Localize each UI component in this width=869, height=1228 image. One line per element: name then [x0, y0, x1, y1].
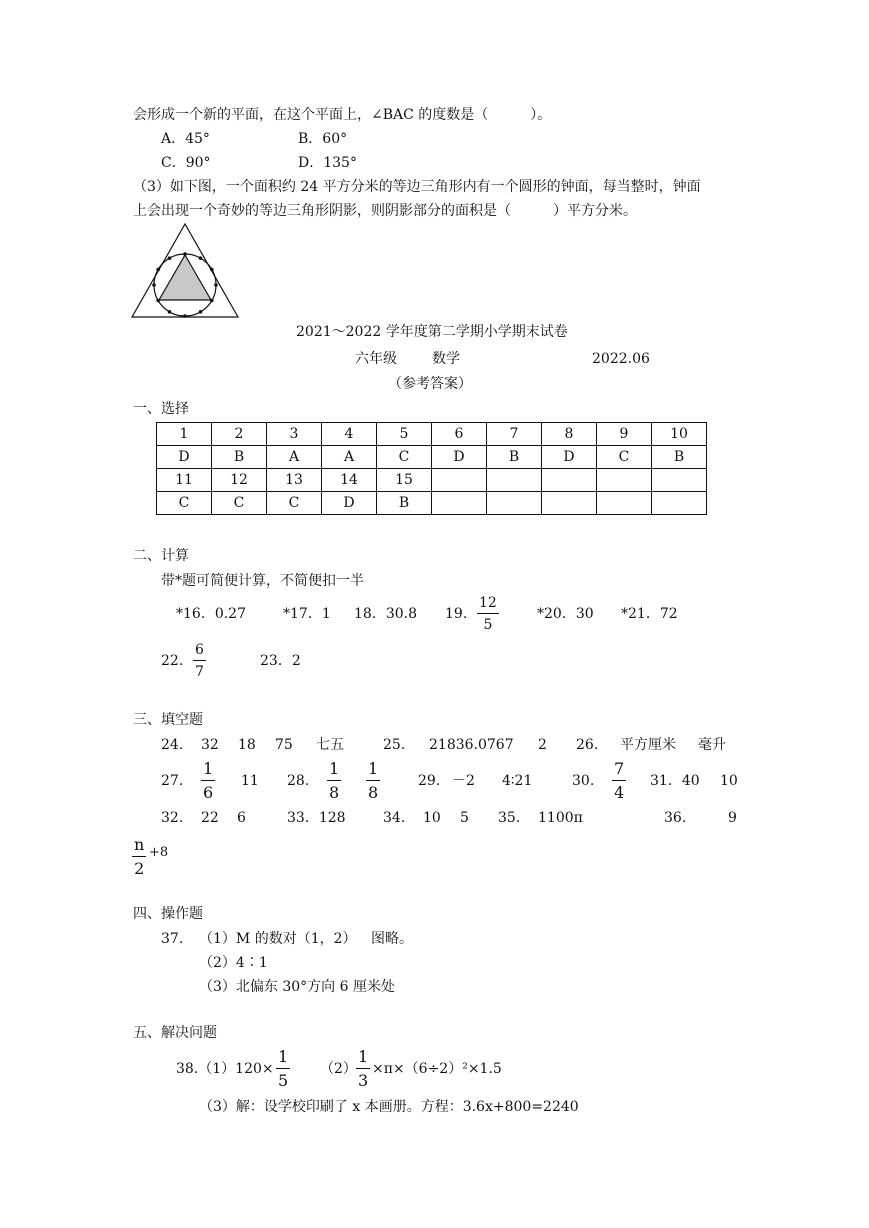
- table-cell: A: [322, 446, 377, 469]
- answer-38-part-2-expr: ×π×（6÷2）²×1.5: [372, 1061, 502, 1077]
- table-cell: 11: [157, 469, 212, 492]
- table-cell: 5: [377, 423, 432, 446]
- table-cell: C: [377, 446, 432, 469]
- answer-30-fraction: [612, 761, 626, 801]
- table-cell: 14: [322, 469, 377, 492]
- fraction-denominator: 6: [203, 783, 214, 802]
- fraction-numerator: 6: [195, 642, 204, 658]
- answer-27-fraction: [201, 761, 215, 801]
- option-c: C．90°: [161, 155, 211, 171]
- answer-37-part-1-note: 图略。: [371, 931, 413, 947]
- option-b: B．60°: [298, 131, 348, 147]
- table-cell: 15: [377, 469, 432, 492]
- table-cell: [542, 492, 597, 515]
- answer-18: 18．30.8: [354, 606, 417, 622]
- answer-24-value: 75: [275, 737, 293, 753]
- fraction-denominator: 7: [195, 664, 204, 680]
- option-a: A．45°: [161, 131, 210, 147]
- grade-label: 六年级: [355, 351, 397, 367]
- answer-31-value: 10: [720, 773, 738, 789]
- table-cell: C: [212, 492, 267, 515]
- table-cell: 10: [652, 423, 707, 446]
- table-cell: B: [652, 446, 707, 469]
- table-cell: [487, 492, 542, 515]
- answer-22-label: 22.: [161, 653, 184, 669]
- table-cell: D: [542, 446, 597, 469]
- table-cell: D: [157, 446, 212, 469]
- table-cell: [597, 492, 652, 515]
- table-cell: [432, 469, 487, 492]
- answer-29-value: －2: [452, 773, 475, 789]
- answer-37-part-2: （2）4∶1: [199, 955, 268, 971]
- question-3-line-2: 上会出现一个奇妙的等边三角形阴影，则阴影部分的面积是（ ）平方分米。: [133, 203, 637, 219]
- answer-37-part-1: （1）M 的数对（1，2）: [199, 931, 357, 947]
- answer-36-value: 9: [728, 810, 737, 826]
- answer-36-value: +8: [149, 845, 169, 860]
- table-cell: B: [377, 492, 432, 515]
- answer-37-part-3: （3）北偏东 30°方向 6 厘米处: [199, 979, 395, 995]
- fraction-denominator: 2: [134, 859, 145, 878]
- table-cell: 2: [212, 423, 267, 446]
- answer-31: 31．40: [650, 773, 700, 789]
- answer-key-subtitle: （参考答案）: [388, 376, 472, 392]
- table-cell: [542, 469, 597, 492]
- exam-title: 2021～2022 学年度第二学期小学期末试卷: [296, 324, 568, 340]
- table-cell: B: [487, 446, 542, 469]
- answer-17: *17．1: [283, 606, 331, 622]
- clock-hour-dot: [168, 310, 172, 314]
- table-row: [157, 446, 707, 469]
- table-cell: 9: [597, 423, 652, 446]
- clock-hour-dot: [210, 299, 214, 303]
- fraction-numerator: 12: [479, 595, 497, 611]
- table-cell: C: [597, 446, 652, 469]
- table-cell: C: [267, 492, 322, 515]
- answer-28-label: 28.: [287, 773, 310, 789]
- answer-38-fraction-1: [276, 1049, 290, 1089]
- table-row: [157, 423, 707, 446]
- table-cell: A: [267, 446, 322, 469]
- answer-16: *16．0.27: [176, 606, 246, 622]
- clock-hour-dot: [156, 268, 160, 272]
- clock-hour-dot: [156, 299, 160, 303]
- answer-38-part-3: （3）解：设学校印刷了 x 本画册。方程：3.6x+800=2240: [199, 1099, 579, 1115]
- table-cell: 6: [432, 423, 487, 446]
- table-cell: B: [212, 446, 267, 469]
- table-row: [157, 492, 707, 515]
- section-3-title: 三、填空题: [133, 712, 203, 728]
- answer-30-label: 30.: [572, 773, 595, 789]
- answer-32-value: 6: [237, 810, 246, 826]
- answer-21: *21．72: [621, 606, 678, 622]
- answer-24-value: 32: [201, 737, 219, 753]
- table-cell: D: [322, 492, 377, 515]
- table-cell: [597, 469, 652, 492]
- fraction-denominator: 5: [483, 617, 493, 633]
- answer-38-fraction-2: [356, 1049, 370, 1089]
- answer-38-part-2-label: （2）: [320, 1061, 357, 1077]
- table-cell: 4: [322, 423, 377, 446]
- answer-33: 33．128: [287, 810, 346, 826]
- answer-38-part-1: 38.（1）120×: [176, 1061, 274, 1077]
- section-4-title: 四、操作题: [133, 906, 203, 922]
- answer-36-fraction: [132, 837, 146, 877]
- exam-date: 2022.06: [592, 351, 650, 367]
- table-cell: 12: [212, 469, 267, 492]
- fraction-denominator: 3: [358, 1071, 369, 1090]
- table-cell: 13: [267, 469, 322, 492]
- answer-29-value: 4∶21: [502, 773, 533, 789]
- answer-35-value: 1100π: [538, 810, 583, 826]
- choice-answer-table: [156, 422, 707, 515]
- question-3-line-1: （3）如下图，一个面积约 24 平方分米的等边三角形内有一个圆形的钟面，每当整时，钟面: [133, 179, 701, 195]
- table-cell: C: [157, 492, 212, 515]
- answer-26-label: 26.: [576, 737, 599, 753]
- answer-36-label: 36.: [664, 810, 687, 826]
- answer-20: *20．30: [537, 606, 594, 622]
- table-cell: [432, 492, 487, 515]
- answer-25-label: 25.: [383, 737, 406, 753]
- clock-hour-dot: [183, 252, 187, 256]
- answer-37-label: 37.: [161, 931, 184, 947]
- section-5-title: 五、解决问题: [133, 1025, 217, 1041]
- table-cell: [652, 492, 707, 515]
- answer-19-fraction: [477, 596, 499, 632]
- answer-32-label: 32.: [161, 810, 184, 826]
- table-cell: 1: [157, 423, 212, 446]
- clock-hour-dot: [183, 314, 187, 318]
- clock-hour-dot: [199, 310, 203, 314]
- fraction-numerator: 1: [329, 759, 340, 778]
- section-2-title: 二、计算: [133, 548, 189, 564]
- option-d: D．135°: [298, 155, 357, 171]
- answer-28-fraction-b: [366, 761, 380, 801]
- answer-34-value: 10: [423, 810, 441, 826]
- clock-hour-dot: [152, 283, 156, 287]
- subject-label: 数学: [432, 351, 460, 367]
- table-cell: 7: [487, 423, 542, 446]
- fraction-denominator: 8: [368, 783, 379, 802]
- table-cell: 3: [267, 423, 322, 446]
- answer-22-fraction: [193, 643, 206, 679]
- clock-hour-dot: [168, 256, 172, 260]
- clock-hour-dot: [199, 256, 203, 260]
- table-cell: [487, 469, 542, 492]
- answer-25-value: 21836.0767: [429, 737, 514, 753]
- calc-note: 带*题可简便计算，不简便扣一半: [161, 573, 364, 589]
- fraction-numerator: 1: [368, 759, 379, 778]
- answer-25-value: 2: [538, 737, 547, 753]
- answer-24-value: 18: [238, 737, 256, 753]
- clock-hour-dot: [210, 268, 214, 272]
- question-text-line: 会形成一个新的平面，在这个平面上，∠BAC 的度数是（ ）。: [133, 107, 552, 123]
- answer-29-label: 29.: [418, 773, 441, 789]
- answer-34-value: 5: [460, 810, 469, 826]
- answer-26-value: 平方厘米: [620, 737, 676, 753]
- table-cell: 8: [542, 423, 597, 446]
- answer-27-value: 11: [241, 773, 259, 789]
- table-row: [157, 469, 707, 492]
- fraction-denominator: 5: [278, 1071, 289, 1090]
- fraction-numerator: 7: [614, 759, 625, 778]
- answer-34-label: 34.: [383, 810, 406, 826]
- fraction-denominator: 4: [614, 783, 625, 802]
- fraction-numerator: 1: [358, 1047, 369, 1066]
- answer-24-value: 七五: [316, 737, 344, 753]
- fraction-numerator: 1: [203, 759, 214, 778]
- answer-35-label: 35.: [498, 810, 521, 826]
- answer-23: 23．2: [260, 653, 301, 669]
- fraction-denominator: 8: [329, 783, 340, 802]
- fraction-numerator: 1: [278, 1047, 289, 1066]
- clock-hour-dot: [214, 283, 218, 287]
- answer-24-label: 24.: [161, 737, 184, 753]
- section-1-title: 一、选择: [133, 401, 189, 417]
- clock-triangle-figure: [130, 222, 240, 320]
- table-cell: [652, 469, 707, 492]
- fraction-numerator: n: [134, 835, 145, 854]
- answer-28-fraction-a: [327, 761, 341, 801]
- table-cell: D: [432, 446, 487, 469]
- answer-27-label: 27.: [161, 773, 184, 789]
- answer-19-label: 19.: [445, 606, 468, 622]
- answer-32-value: 22: [201, 810, 219, 826]
- answer-26-value: 毫升: [698, 737, 726, 753]
